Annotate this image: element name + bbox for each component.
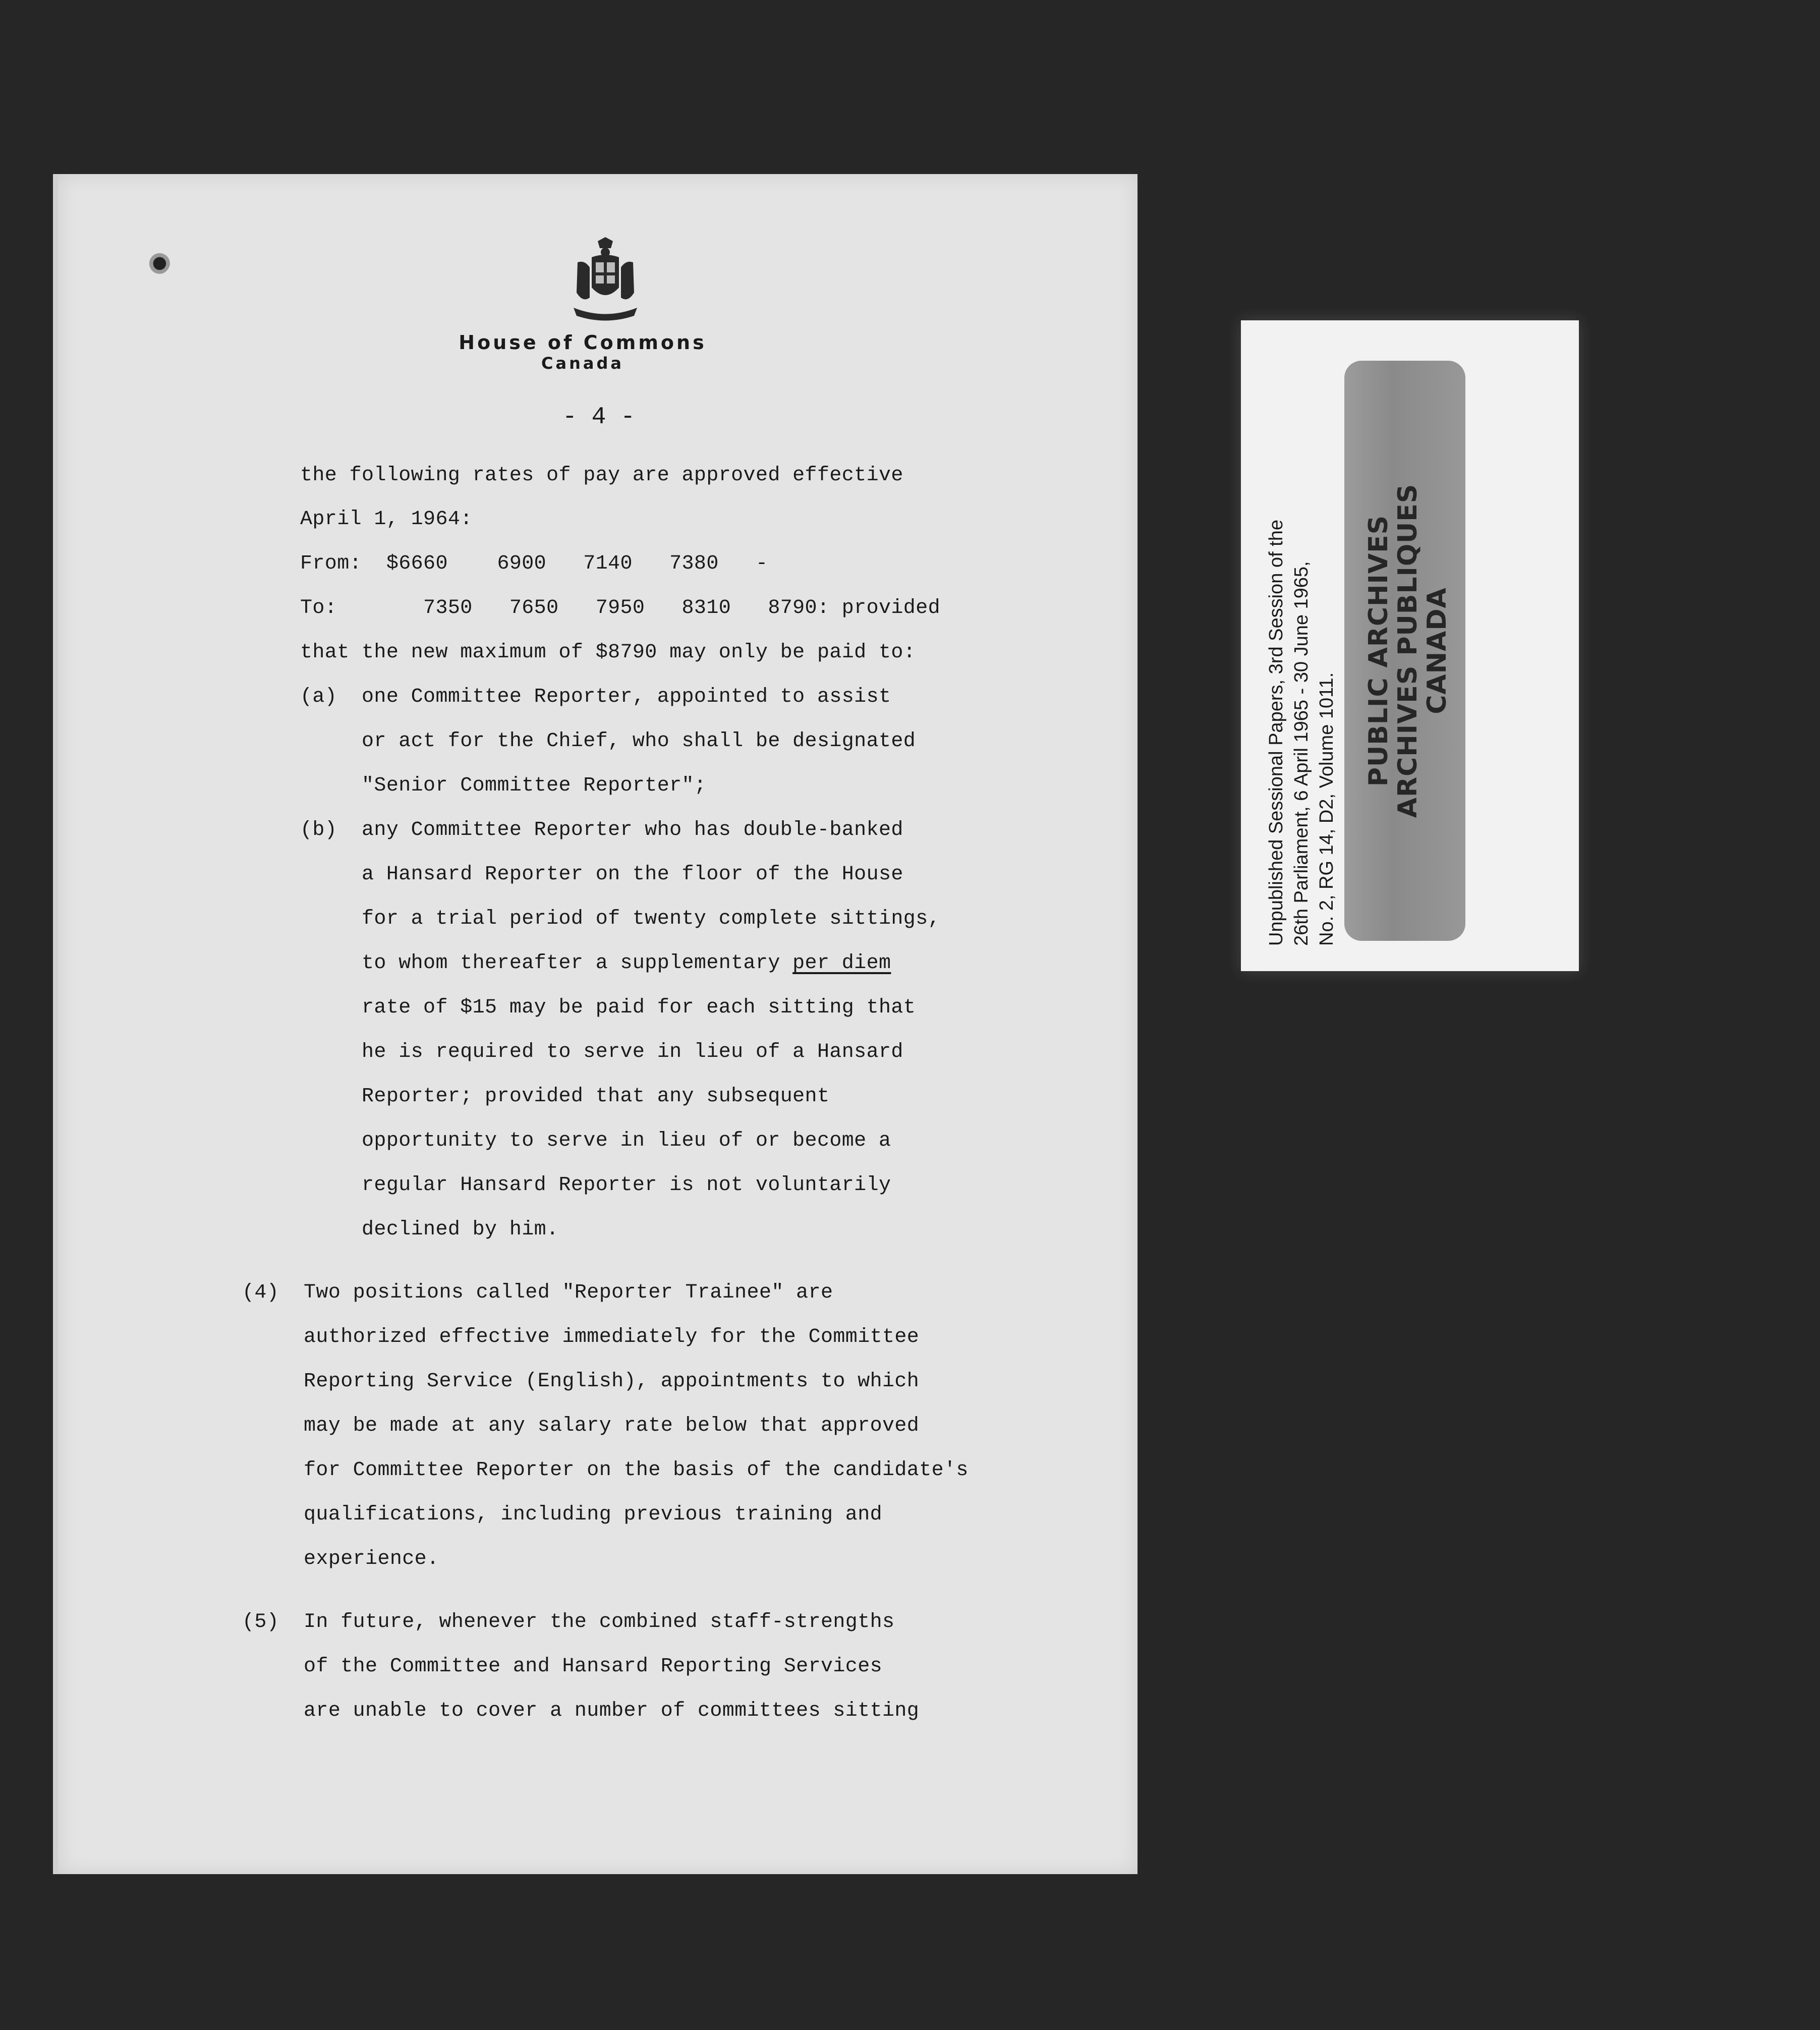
body-line: "Senior Committee Reporter"; [300,774,707,797]
archive-label-card [1241,320,1579,971]
body-line: experience. [242,1548,439,1570]
body-line: for a trial period of twenty complete sittings, [300,908,941,930]
body-line-with-term [300,952,891,975]
letterhead-title: House of Commons [459,331,707,354]
body-line: (5) In future, whenever the combined staff-strengths [242,1611,895,1633]
body-line: Reporter; provided that any subsequent [300,1085,830,1108]
body-line: for Committee Reporter on the basis of the candidate's [242,1459,969,1482]
document-page [58,174,1138,1874]
body-line: rate of $15 may be paid for each sitting that [300,996,916,1019]
body-line: To: 7350 7650 7950 8310 8790: provided [300,597,941,619]
body-line: may be made at any salary rate below that approved [242,1415,920,1437]
letterhead-country: Canada [541,354,624,373]
body-line: a Hansard Reporter on the floor of the House [300,863,903,886]
body-line: of the Committee and Hansard Reporting Services [242,1655,883,1678]
archive-label-content [1248,330,1571,961]
punch-hole [146,247,170,274]
underlined-term: per diem [792,952,891,975]
citation-line: Unpublished Sessional Papers, 3rd Session of the [1266,520,1287,946]
body-line: Reporting Service (English), appointments to which [242,1370,920,1393]
body-line: are unable to cover a number of committees sitting [242,1700,920,1722]
body-line: April 1, 1964: [300,508,473,531]
body-line: qualifications, including previous training and [242,1503,883,1526]
body-line: the following rates of pay are approved effective [300,464,903,487]
body-line: regular Hansard Reporter is not voluntarily [300,1174,891,1197]
coat-of-arms-icon [567,237,643,325]
body-line: (4) Two positions called "Reporter Trainee" are [242,1281,833,1304]
body-line: From: $6660 6900 7140 7380 - [300,552,768,575]
stamp-line: CANADA [1422,587,1452,714]
body-line: (a) one Committee Reporter, appointed to assist [300,686,891,708]
page-number: - 4 - [562,404,636,431]
body-line-text: to whom thereafter a supplementary [300,952,793,975]
archive-source-citation [1264,346,1339,946]
stamp-line: PUBLIC ARCHIVES [1363,515,1394,787]
body-line: he is required to serve in lieu of a Hansard [300,1041,903,1063]
body-line: opportunity to serve in lieu of or become a [300,1130,891,1152]
body-line: that the new maximum of $8790 may only be paid to: [300,641,916,664]
body-line: (b) any Committee Reporter who has double-banked [300,819,903,841]
citation-line: 26th Parliament, 6 April 1965 - 30 June 1965, [1291,561,1312,946]
body-line: declined by him. [300,1218,559,1241]
body-line: or act for the Chief, who shall be designated [300,730,916,753]
body-line: authorized effective immediately for the Committee [242,1326,920,1348]
stamp-line: ARCHIVES PUBLIQUES [1393,483,1423,818]
public-archives-stamp [1344,361,1465,941]
citation-line: No. 2, RG 14, D2, Volume 1011. [1316,672,1337,946]
